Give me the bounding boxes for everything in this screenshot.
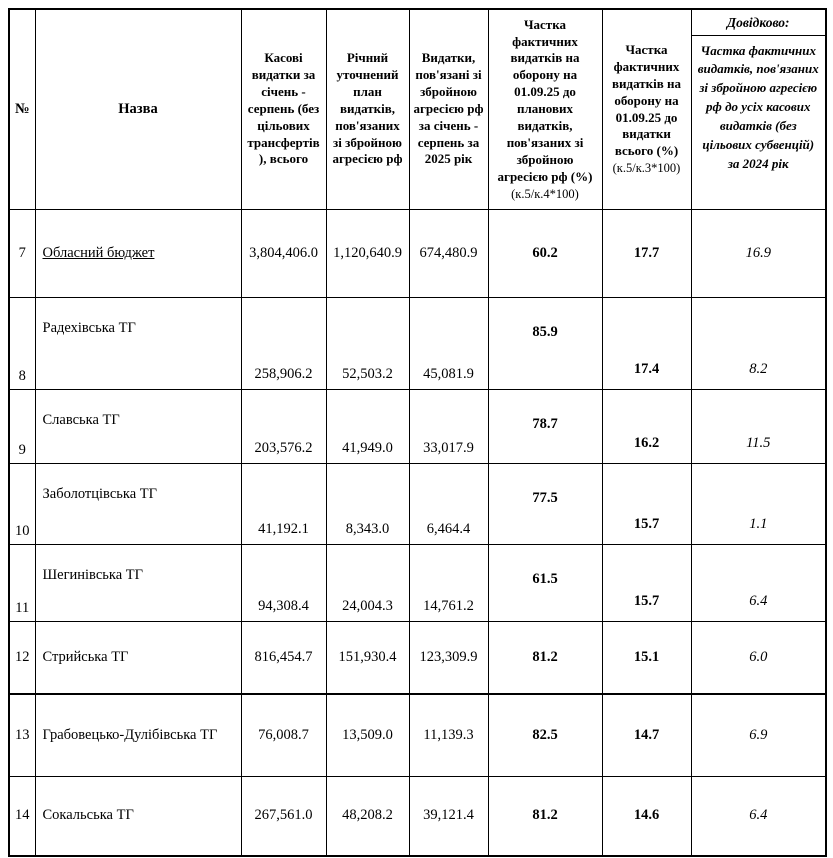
pct-of-plan: 60.2 bbox=[488, 209, 602, 297]
plan-value: 13,509.0 bbox=[326, 694, 409, 776]
pct-of-total: 16.2 bbox=[602, 389, 691, 463]
row-number: 11 bbox=[9, 544, 35, 621]
spent-value: 14,761.2 bbox=[409, 544, 488, 621]
spent-value: 39,121.4 bbox=[409, 776, 488, 856]
header-reference-wrap bbox=[692, 10, 826, 183]
reference-value: 16.9 bbox=[691, 209, 826, 297]
settlement-name: Сокальська ТГ bbox=[35, 776, 241, 856]
row-number: 13 bbox=[9, 694, 35, 776]
table-row-oblast-budget bbox=[9, 209, 826, 297]
reference-value: 8.2 bbox=[691, 297, 826, 389]
pct-of-plan: 81.2 bbox=[488, 776, 602, 856]
plan-value: 41,949.0 bbox=[326, 389, 409, 463]
header-reference-text: Частка фактичних видатків, пов'язаних зі збройною агресією рф до усіх касових видатків (без цільових субвенцій) за 2024 рік bbox=[697, 42, 819, 171]
header-reference-title: Довідково: bbox=[692, 10, 826, 36]
table-row-shehynivska bbox=[9, 544, 826, 621]
pct-of-total: 14.7 bbox=[602, 694, 691, 776]
budget-table-sheet bbox=[8, 8, 827, 857]
header-reference bbox=[691, 9, 826, 209]
spent-value: 674,480.9 bbox=[409, 209, 488, 297]
pct-of-plan: 82.5 bbox=[488, 694, 602, 776]
spent-value: 33,017.9 bbox=[409, 389, 488, 463]
settlement-name: Грабовецько-Дулібівська ТГ bbox=[35, 694, 241, 776]
reference-value: 11.5 bbox=[691, 389, 826, 463]
table-row-slavska bbox=[9, 389, 826, 463]
header-number: № bbox=[9, 9, 35, 209]
pct-of-plan: 78.7 bbox=[488, 389, 602, 463]
settlement-name bbox=[35, 209, 241, 297]
plan-value: 48,208.2 bbox=[326, 776, 409, 856]
row-number: 14 bbox=[9, 776, 35, 856]
cash-value: 267,561.0 bbox=[241, 776, 326, 856]
pct-of-total: 17.7 bbox=[602, 209, 691, 297]
header-cash-expenditures: Касові видатки за січень - серпень (без цільових трансфертів ), всього bbox=[241, 9, 326, 209]
settlement-name: Радехівська ТГ bbox=[35, 297, 241, 389]
table-row-hrabovetsko-dulibivska bbox=[9, 694, 826, 776]
row-number: 10 bbox=[9, 463, 35, 544]
cash-value: 76,008.7 bbox=[241, 694, 326, 776]
row-number: 9 bbox=[9, 389, 35, 463]
settlement-name: Шегинівська ТГ bbox=[35, 544, 241, 621]
header-war-expenditures: Видатки, пов'язані зі збройною агресією рф за січень - серпень за 2025 рік bbox=[409, 9, 488, 209]
reference-value: 6.0 bbox=[691, 621, 826, 694]
spent-value: 123,309.9 bbox=[409, 621, 488, 694]
header-row bbox=[9, 9, 826, 209]
pct-of-total: 14.6 bbox=[602, 776, 691, 856]
pct-of-plan: 77.5 bbox=[488, 463, 602, 544]
pct-of-total: 15.7 bbox=[602, 544, 691, 621]
header-share-of-total bbox=[602, 9, 691, 209]
cash-value: 258,906.2 bbox=[241, 297, 326, 389]
header-share-of-plan bbox=[488, 9, 602, 209]
settlement-name: Заболотцівська ТГ bbox=[35, 463, 241, 544]
table-row-sokalska bbox=[9, 776, 826, 856]
pct-of-plan: 85.9 bbox=[488, 297, 602, 389]
row-number: 7 bbox=[9, 209, 35, 297]
spent-value: 11,139.3 bbox=[409, 694, 488, 776]
cash-value: 94,308.4 bbox=[241, 544, 326, 621]
header-name: Назва bbox=[35, 9, 241, 209]
settlement-name: Славська ТГ bbox=[35, 389, 241, 463]
reference-value: 1.1 bbox=[691, 463, 826, 544]
table-row-zabolottsivska bbox=[9, 463, 826, 544]
plan-value: 24,004.3 bbox=[326, 544, 409, 621]
plan-value: 1,120,640.9 bbox=[326, 209, 409, 297]
pct-of-plan: 61.5 bbox=[488, 544, 602, 621]
plan-value: 151,930.4 bbox=[326, 621, 409, 694]
plan-value: 52,503.2 bbox=[326, 297, 409, 389]
cash-value: 41,192.1 bbox=[241, 463, 326, 544]
pct-of-total: 15.1 bbox=[602, 621, 691, 694]
pct-of-plan: 81.2 bbox=[488, 621, 602, 694]
settlement-name: Стрийська ТГ bbox=[35, 621, 241, 694]
cash-value: 203,576.2 bbox=[241, 389, 326, 463]
spent-value: 6,464.4 bbox=[409, 463, 488, 544]
cash-value: 3,804,406.0 bbox=[241, 209, 326, 297]
cash-value: 816,454.7 bbox=[241, 621, 326, 694]
reference-value: 6.4 bbox=[691, 776, 826, 856]
settlement-name-link: Обласний бюджет bbox=[42, 244, 155, 261]
pct-of-total: 15.7 bbox=[602, 463, 691, 544]
header-share-of-plan-text: Частка фактичних видатків на оборону на 01.09.25 до планових видатків, пов'язаних зі збройною агресією рф (%) bbox=[497, 16, 593, 184]
row-number: 12 bbox=[9, 621, 35, 694]
reference-value: 6.4 bbox=[691, 544, 826, 621]
plan-value: 8,343.0 bbox=[326, 463, 409, 544]
reference-value: 6.9 bbox=[691, 694, 826, 776]
pct-of-total: 17.4 bbox=[602, 297, 691, 389]
table-row-radekhivska bbox=[9, 297, 826, 389]
table-row-stryiska bbox=[9, 621, 826, 694]
defense-expenditures-table bbox=[8, 8, 827, 857]
header-share-of-plan-formula: (к.5/к.4*100) bbox=[511, 186, 579, 201]
header-share-of-total-formula: (к.5/к.3*100) bbox=[612, 161, 681, 176]
header-annual-plan: Річний уточнений план видатків, пов'язаних зі збройною агресією рф bbox=[326, 9, 409, 209]
row-number: 8 bbox=[9, 297, 35, 389]
header-share-of-total-text: Частка фактичних видатків на оборону на 01.09.25 до видатки всього (%) bbox=[612, 42, 681, 159]
spent-value: 45,081.9 bbox=[409, 297, 488, 389]
